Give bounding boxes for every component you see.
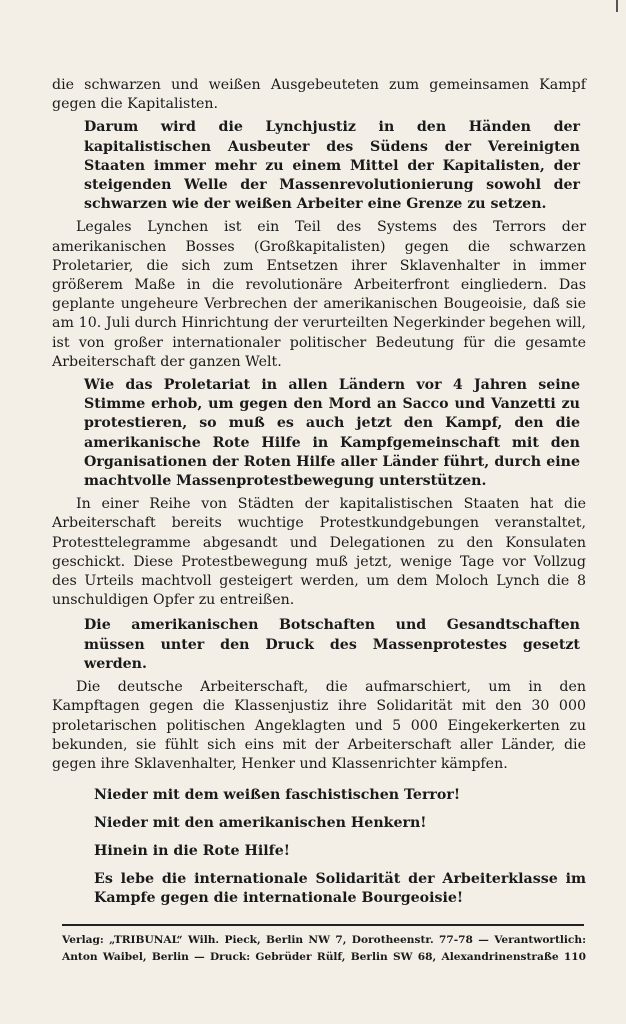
paragraph-legales-lynchen: Legales Lynchen ist ein Teil des Systems des Terrors der amerikanischen Bosses (Großkapitalisten) gegen die schwarzen Proletarier, die sich zum Entsetzen ihrer Sklavenhalter in immer größerem Maße in die revolutionäre Arbeiterfront eingliedern. Das geplante ungeheure Verbrechen der amerikanischen Bougeoisie, daß sie am 10. Juli durch Hinrichtung der verurteilten Negerkinder begehen will, ist von großer internationaler politischer Bedeutung für die gesamte Arbeiterschaft der ganzen Welt. <box>52 219 586 370</box>
paragraph-emphasis-lynchjustiz: Darum wird die Lynchjustiz in den Händen der kapitalistischen Ausbeuter des Südens der Vereinigten Staaten immer mehr zu einem Mittel der Kapitalisten, der steigenden Welle der Massenrevolutionierung sowohl der schwarzen wie der weißen Arbeiter eine Grenze zu setzen. <box>84 119 580 213</box>
paragraph-continuation: die schwarzen und weißen Ausgebeuteten zum gemeinsamen Kampf gegen die Kapitalisten. <box>52 77 586 113</box>
slogan-item: Nieder mit den amerikanischen Henkern! <box>94 815 427 832</box>
paragraph-emphasis-botschaften: Die amerikanischen Botschaften und Gesandtschaften müssen unter den Druck des Massenprotestes gesetzt werden. <box>84 617 580 672</box>
slogan-item: Nieder mit dem weißen faschistischen Terror! <box>94 787 461 804</box>
imprint-divider <box>62 924 584 926</box>
imprint <box>62 932 586 966</box>
paragraph-protestbewegung: In einer Reihe von Städten der kapitalistischen Staaten hat die Arbeiterschaft bereits wuchtige Protestkundgebungen veranstaltet, Protesttelegramme abgesandt und Delegationen zu den Konsulaten geschickt. Diese Protestbewegung muß jetzt, wenige Tage vor Vollzug des Urteils machtvoll gesteigert werden, um dem Moloch Lynch die 8 unschuldigen Opfer zu entreißen. <box>52 496 586 609</box>
page-edge-mark <box>616 0 618 12</box>
slogan-item: Es lebe die internationale Solidarität der Arbeiterklasse im Kampfe gegen die internationale Bourgeoisie! <box>94 871 586 907</box>
paragraph-emphasis-sacco-vanzetti: Wie das Proletariat in allen Ländern vor 4 Jahren seine Stimme erhob, um gegen den Mord an Sacco und Vanzetti zu protestieren, so muß es auch jetzt den Kampf, den die amerikanische Rote Hilfe in Kampfgemeinschaft mit den Organisationen der Roten Hilfe aller Länder führt, durch eine machtvolle Massenprotestbewegung unterstützen. <box>84 377 580 490</box>
slogan-list <box>52 786 586 908</box>
document-body <box>52 76 586 908</box>
imprint-line-printer: Anton Waibel, Berlin — Druck: Gebrüder Rülf, Berlin SW 68, Alexandrinenstraße 110 <box>62 951 586 963</box>
slogan-item: Hinein in die Rote Hilfe! <box>94 843 291 860</box>
paragraph-deutsche-arbeiterschaft: Die deutsche Arbeiterschaft, die aufmarschiert, um in den Kampftagen gegen die Klassenjustiz ihre Solidarität mit den 30 000 proletarischen politischen Angeklagten und 5 000 Eingekerkerten zu bekunden, sie fühlt sich eins mit der Arbeiterschaft aller Länder, die gegen ihre Sklavenhalter, Henker und Klassenrichter kämpfen. <box>52 679 586 772</box>
imprint-line-publisher: Verlag: „TRIBUNAL“ Wilh. Pieck, Berlin NW 7, Dorotheenstr. 77-78 — Verantwortlich: <box>62 934 586 946</box>
